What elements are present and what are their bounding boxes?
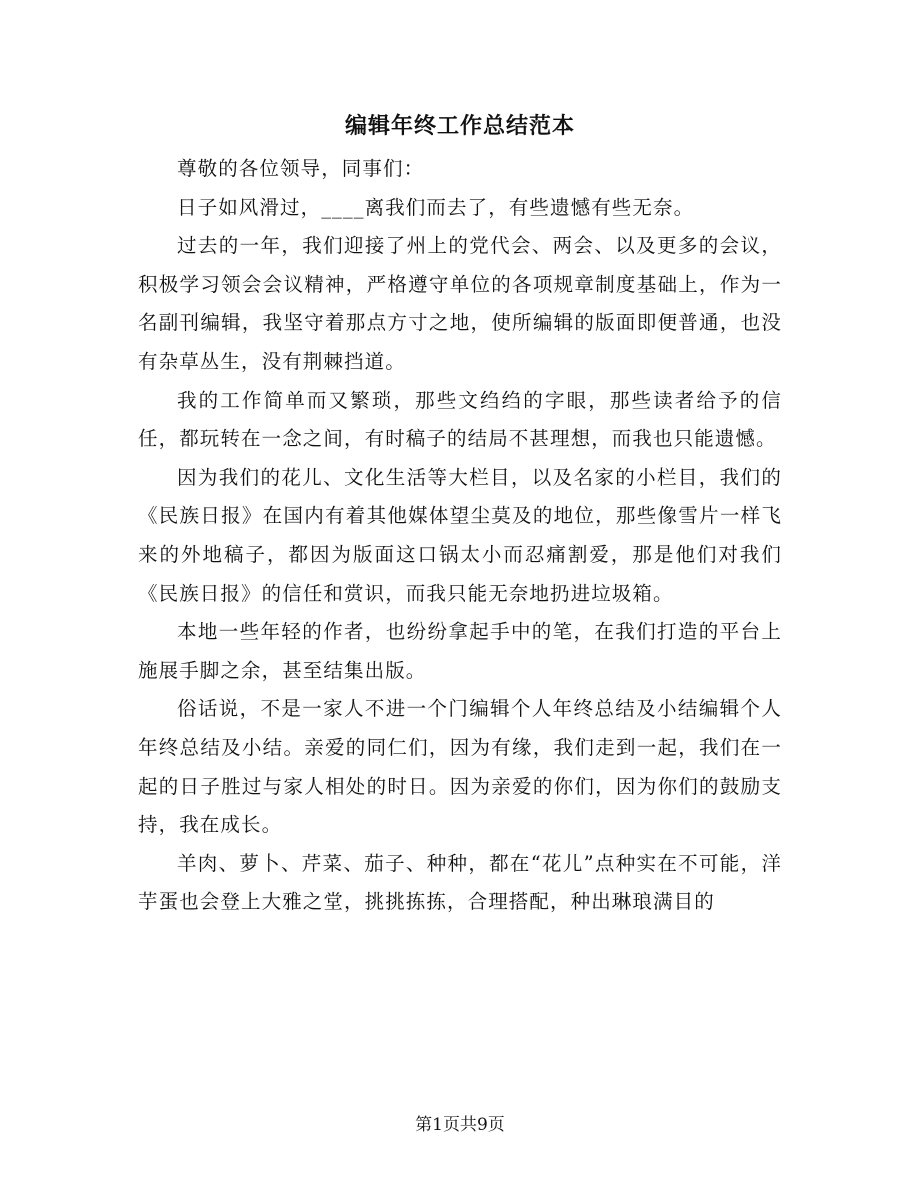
paragraph: 羊肉、萝卜、芹菜、茄子、种种，都在“花儿”点种实在不可能，洋芋蛋也会登上大雅之堂，挑挑拣拣，合理搭配，种出琳琅满目的	[138, 851, 782, 914]
paragraph: 过去的一年，我们迎接了州上的党代会、两会、以及更多的会议，积极学习领会会议精神，严格遵守单位的各项规章制度基础上，作为一名副刊编辑，我坚守着那点方寸之地，使所编辑的版面即便普通，也没有杂草丛生，没有荆棘挡道。	[138, 234, 782, 373]
paragraph: 本地一些年轻的作者，也纷纷拿起手中的笔，在我们打造的平台上施展手脚之余，甚至结集出版。	[138, 620, 782, 682]
paragraph-greeting: 尊敬的各位领导，同事们：	[177, 157, 425, 180]
paragraph: 日子如风滑过，____离我们而去了，有些遗憾有些无奈。	[177, 195, 695, 219]
paragraph: 我的工作简单而又繁琐，那些文绉绉的字眼，那些读者给予的信任，都玩转在一念之间，有时稿子的结局不甚理想，而我也只能遗憾。	[138, 388, 782, 451]
document-body	[138, 150, 782, 922]
paragraph: 因为我们的花儿、文化生活等大栏目，以及名家的小栏目，我们的《民族日报》在国内有着其他媒体望尘莫及的地位，那些像雪片一样飞来的外地稿子，都因为版面这口锅太小而忍痛割爱，那是他们对我们《民族日报》的信任和赏识，而我只能无奈地扔进垃圾箱。	[138, 465, 782, 605]
page-number: 第1页共9页	[415, 1115, 505, 1135]
paragraph: 俗话说，不是一家人不进一个门编辑个人年终总结及小结编辑个人年终总结及小结。亲爱的同仁们，因为有缘，我们走到一起，我们在一起的日子胜过与家人相处的时日。因为亲爱的你们，因为你们的鼓励支持，我在成长。	[138, 697, 782, 837]
document-title: 编辑年终工作总结范本	[344, 113, 575, 139]
